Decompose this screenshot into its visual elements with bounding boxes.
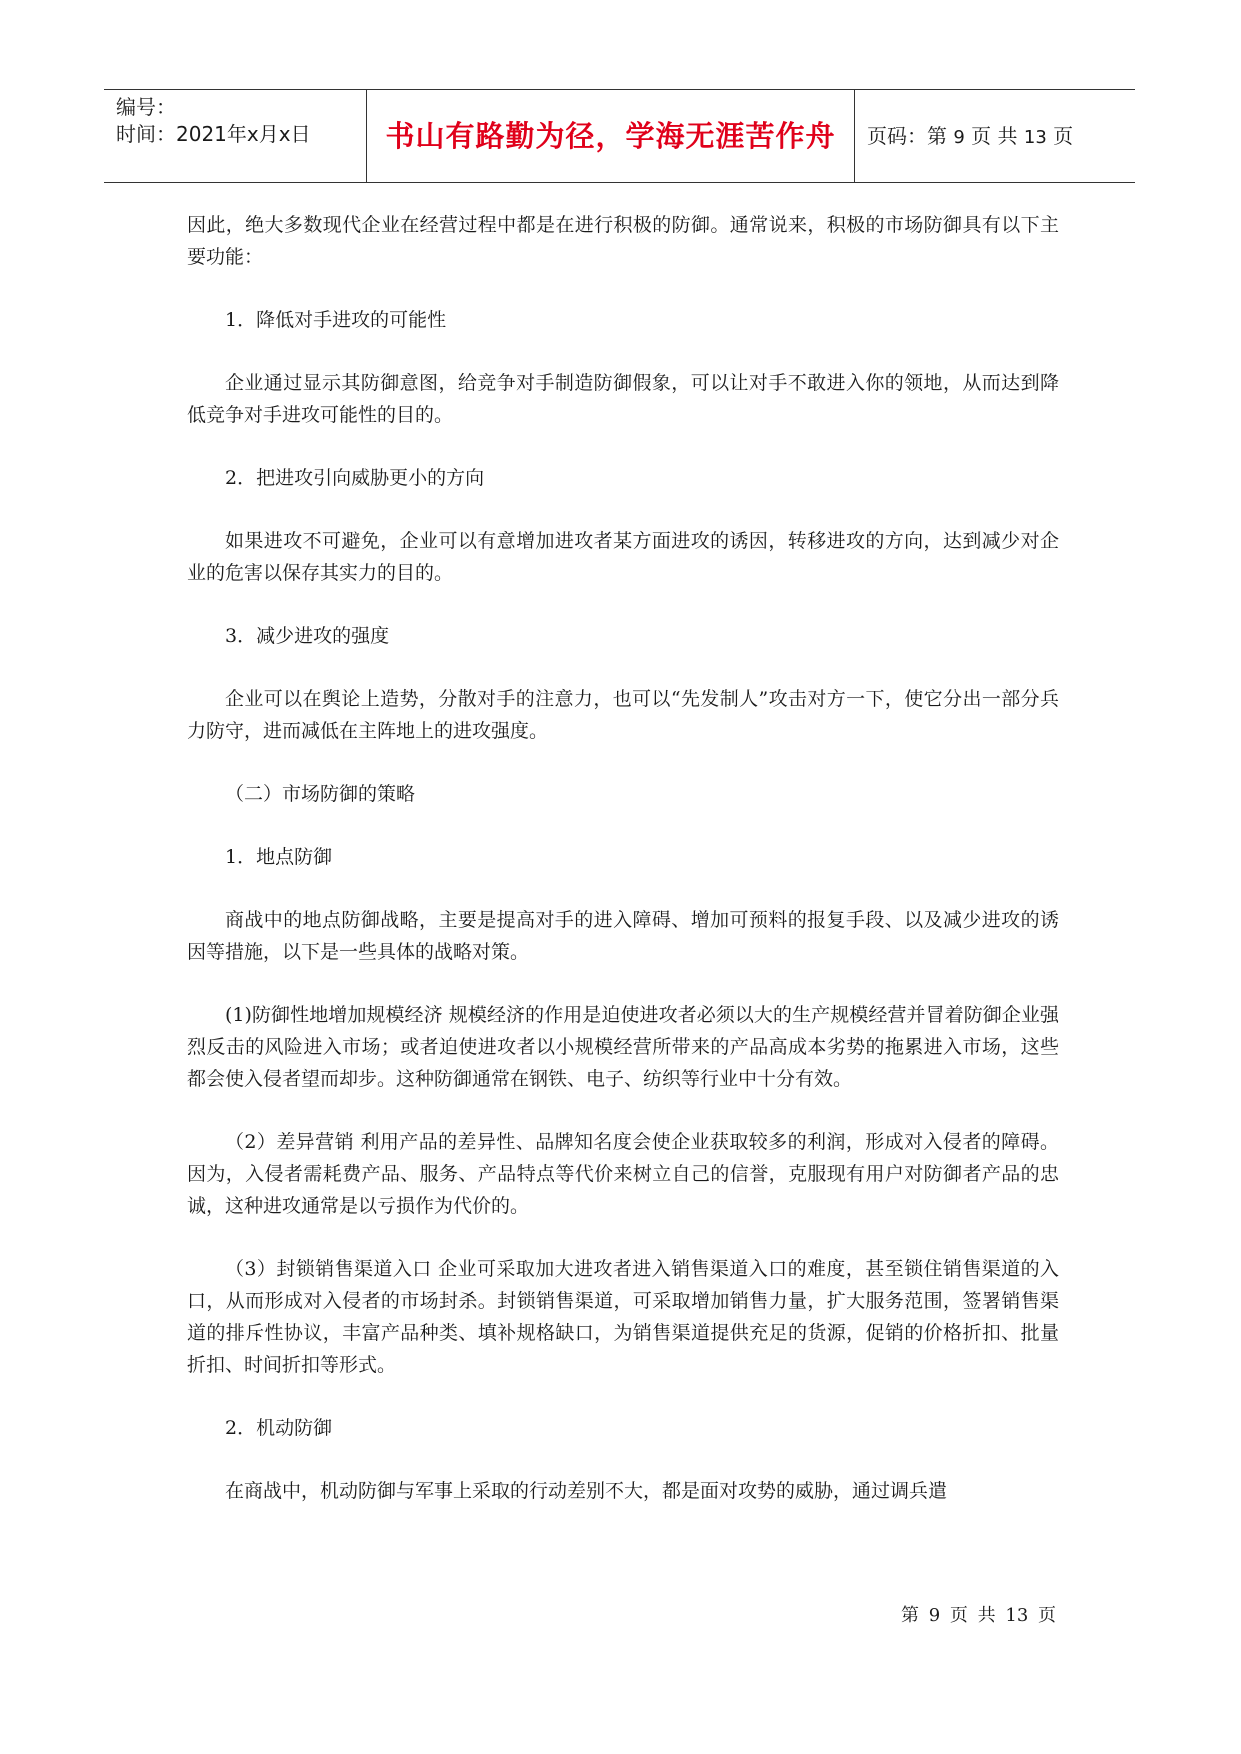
- page-code-number: 9: [953, 127, 965, 148]
- page-code-total: 13: [1023, 127, 1047, 148]
- paragraph: 在商战中，机动防御与军事上采取的行动差别不大，都是面对攻势的威胁，通过调兵遣: [225, 1480, 948, 1502]
- motto: 书山有路勤为径，学海无涯苦作舟: [385, 119, 836, 153]
- time-label: 时间：2021年x月x日: [116, 122, 311, 146]
- page-code-mid: 页 共: [971, 124, 1018, 148]
- paragraph: 因此，绝大多数现代企业在经营过程中都是在进行积极的防御。通常说来，积极的市场防御具有以下主要功能：: [187, 214, 1059, 268]
- serial-label: 编号：: [116, 95, 176, 119]
- section-heading: （二）市场防御的策略: [225, 783, 416, 805]
- page-header: [104, 89, 1135, 183]
- paragraph: 商战中的地点防御战略，主要是提高对手的进入障碍、增加可预料的报复手段、以及减少进攻的诱因等措施，以下是一些具体的战略对策。: [187, 909, 1059, 963]
- document-body: [187, 209, 1059, 1507]
- section-heading: 1．地点防御: [225, 846, 333, 868]
- page-code: [867, 122, 1073, 152]
- page-code-prefix: 页码：第: [867, 124, 947, 148]
- paragraph: 如果进攻不可避免，企业可以有意增加进攻者某方面进攻的诱因，转移进攻的方向，达到减少对企业的危害以保存其实力的目的。: [187, 530, 1059, 584]
- page-footer: 第 9 页 共 13 页: [901, 1605, 1056, 1626]
- section-heading: 1．降低对手进攻的可能性: [225, 309, 447, 331]
- page-code-suffix: 页: [1053, 124, 1074, 148]
- paragraph: （2）差异营销 利用产品的差异性、品牌知名度会使企业获取较多的利润，形成对入侵者的障碍。因为，入侵者需耗费产品、服务、产品特点等代价来树立自己的信誉，克服现有用户对防御者产品的忠诚，这种进攻通常是以亏损作为代价的。: [187, 1131, 1059, 1217]
- section-heading: 2．机动防御: [225, 1417, 333, 1439]
- paragraph: (1)防御性地增加规模经济 规模经济的作用是迫使进攻者必须以大的生产规模经营并冒着防御企业强烈反击的风险进入市场；或者迫使进攻者以小规模经营所带来的产品高成本劣势的拖累进入市场，这些都会使入侵者望而却步。这种防御通常在钢铁、电子、纺织等行业中十分有效。: [187, 1004, 1059, 1090]
- header-motto-cell: [366, 90, 855, 182]
- paragraph: 企业通过显示其防御意图，给竞争对手制造防御假象，可以让对手不敢进入你的领地，从而达到降低竞争对手进攻可能性的目的。: [187, 372, 1059, 426]
- paragraph: 企业可以在舆论上造势，分散对手的注意力，也可以“先发制人”攻击对方一下，使它分出一部分兵力防守，进而减低在主阵地上的进攻强度。: [187, 688, 1059, 742]
- section-heading: 3．减少进攻的强度: [225, 625, 390, 647]
- header-page-cell: [855, 90, 1135, 182]
- header-meta-cell: [104, 90, 366, 182]
- paragraph: （3）封锁销售渠道入口 企业可采取加大进攻者进入销售渠道入口的难度，甚至锁住销售渠道的入口，从而形成对入侵者的市场封杀。封锁销售渠道，可采取增加销售力量，扩大服务范围，签署销售渠道的排斥性协议，丰富产品种类、填补规格缺口，为销售渠道提供充足的货源，促销的价格折扣、批量折扣、时间折扣等形式。: [187, 1258, 1059, 1376]
- section-heading: 2．把进攻引向威胁更小的方向: [225, 467, 485, 489]
